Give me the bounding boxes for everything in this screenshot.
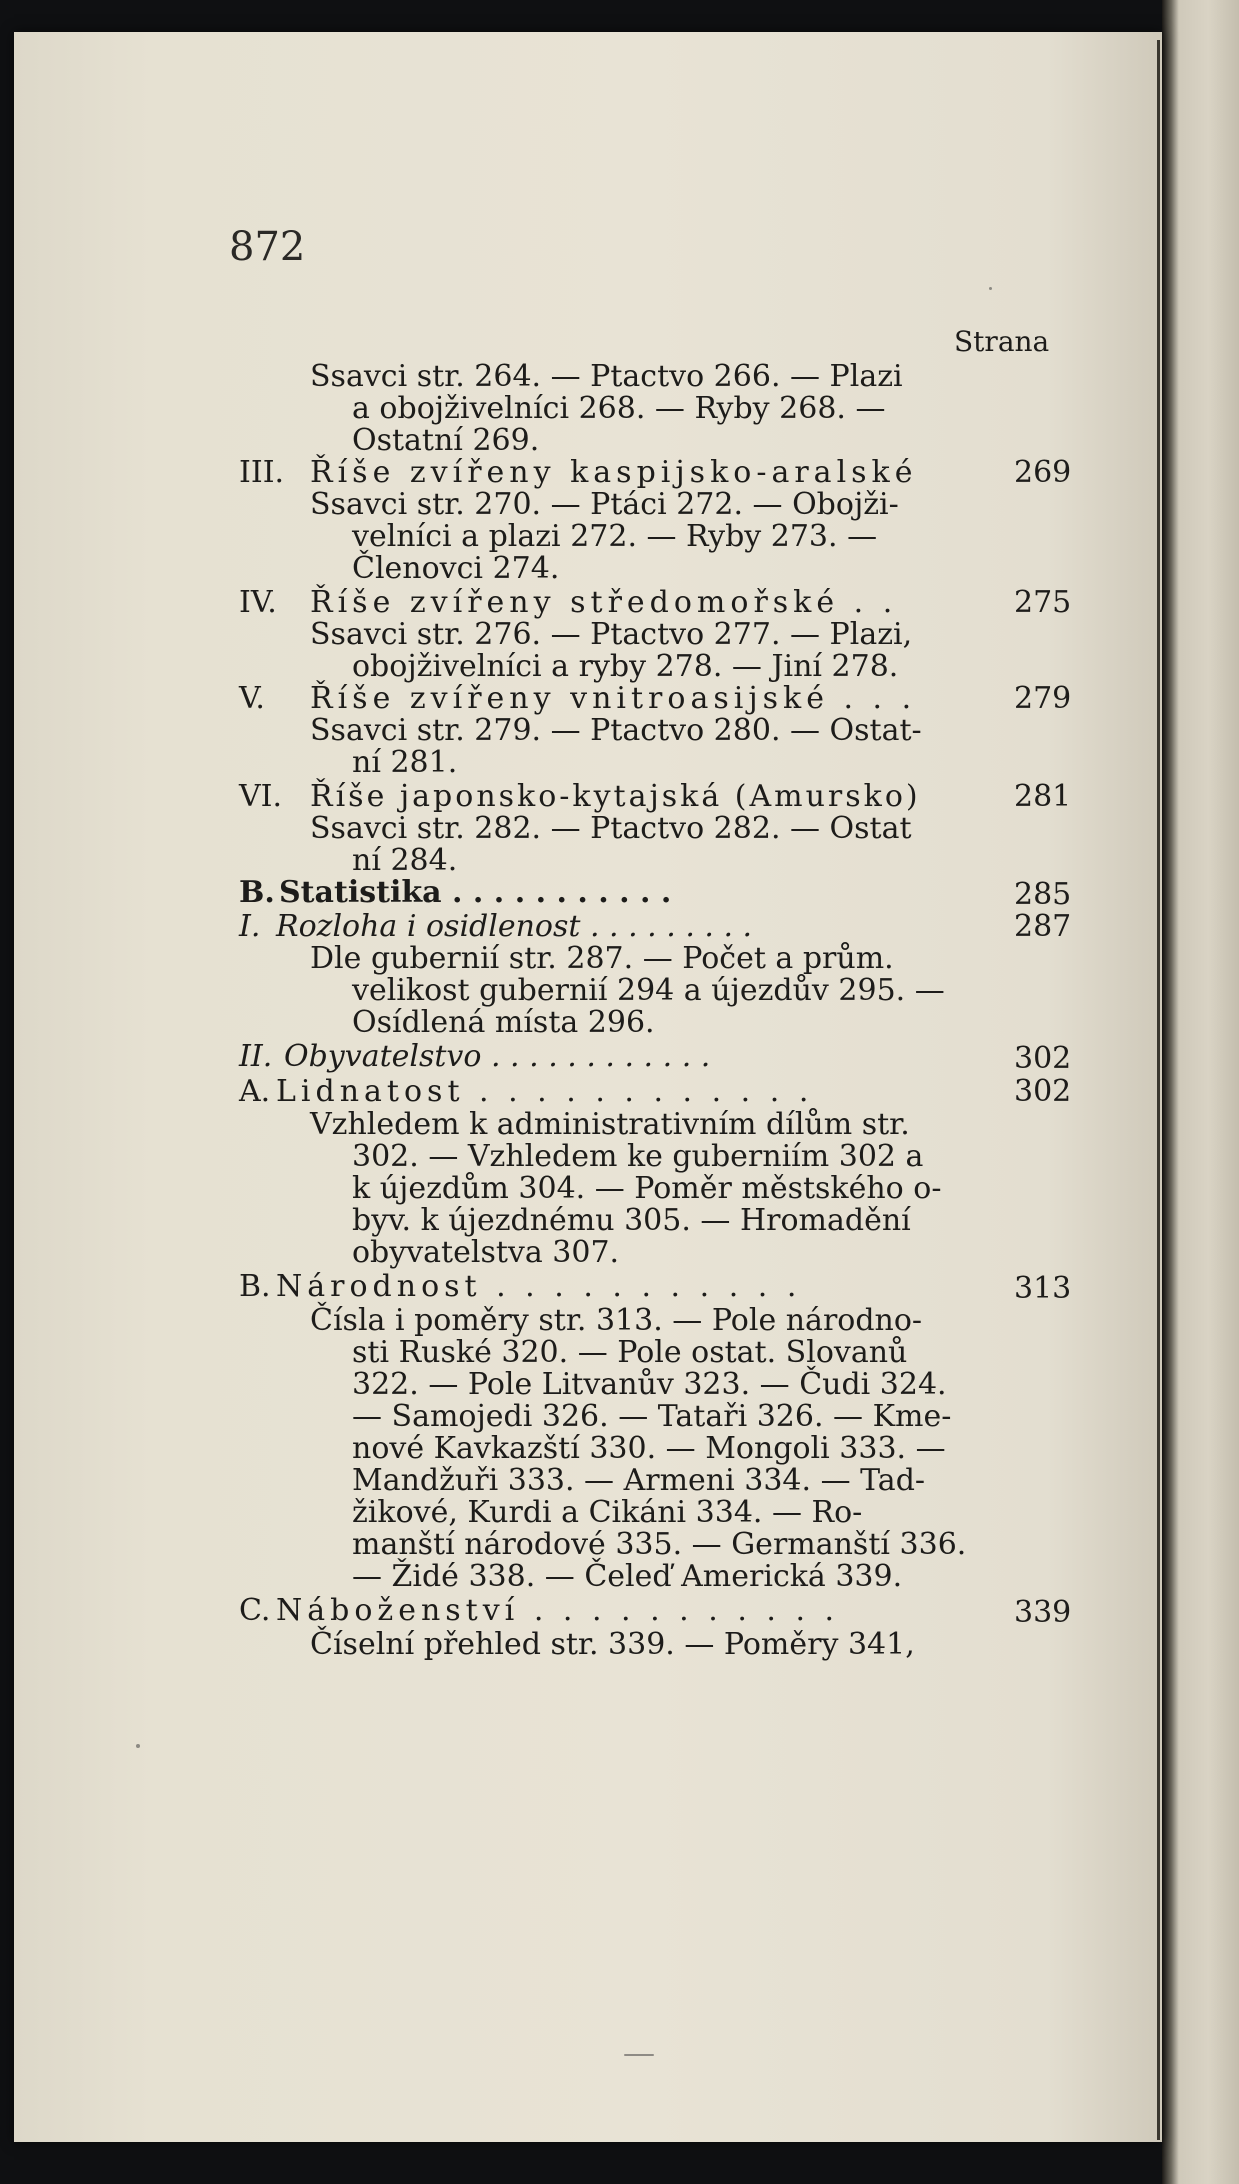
toc-page-ref: 287 [1014, 909, 1072, 944]
toc-line: 322. — Pole Litvanův 323. — Čudi 324. [352, 1367, 947, 1402]
toc-subsection-label: C. [239, 1593, 271, 1628]
toc-subsection-title: Náboženství . . . . . . . . . . . [276, 1593, 840, 1628]
toc-section-label: III. [239, 455, 285, 490]
toc-section-title: Říše zvířeny vnitroasijské . . . [310, 681, 917, 716]
toc-line: a obojživelníci 268. — Ryby 268. — [352, 391, 886, 426]
toc-line: 302. — Vzhledem ke guberniím 302 a [352, 1139, 924, 1174]
toc-subsection-title: Národnost . . . . . . . . . . . [276, 1269, 802, 1304]
toc-line: Osídlená místa 296. [352, 1005, 655, 1040]
toc-line: — Židé 338. — Čeleď Americká 339. [352, 1559, 903, 1594]
toc-subsection-title: Lidnatost . . . . . . . . . . . . [276, 1074, 814, 1109]
toc-line: — Samojedi 326. — Tataři 326. — Kme- [352, 1399, 952, 1434]
toc-part-title: Statistika . . . . . . . . . . . [279, 875, 672, 910]
page-fold-line [1157, 40, 1160, 2140]
toc-line: ní 281. [352, 745, 458, 780]
toc-chapter-label: II. [239, 1039, 273, 1074]
toc-line: Ssavci str. 264. — Ptactvo 266. — Plazi [310, 359, 903, 394]
toc-page-ref: 302 [1014, 1041, 1072, 1076]
toc-line: Čísla i poměry str. 313. — Pole národno- [310, 1303, 923, 1338]
toc-line: Dle gubernií str. 287. — Počet a prům. [310, 941, 894, 976]
toc-page-ref: 285 [1014, 877, 1072, 912]
toc-part-label: B. [239, 875, 275, 910]
toc-chapter-title: Obyvatelstvo . . . . . . . . . . . . [284, 1039, 711, 1074]
page-number: 872 [229, 224, 306, 270]
toc-section-label: V. [239, 681, 265, 716]
paper-speck [989, 287, 992, 290]
toc-page-ref: 275 [1014, 585, 1072, 620]
toc-line: manští národové 335. — Germanští 336. [352, 1527, 967, 1562]
toc-line: obyvatelstva 307. [352, 1235, 620, 1270]
toc-line: byv. k újezdnému 305. — Hromadění [352, 1203, 911, 1238]
toc-section-label: VI. [239, 779, 283, 814]
toc-line: Ssavci str. 276. — Ptactvo 277. — Plazi, [310, 617, 913, 652]
toc-line: Mandžuři 333. — Armeni 334. — Tad- [352, 1463, 926, 1498]
toc-section-label: IV. [239, 585, 277, 620]
toc-page-ref: 313 [1014, 1271, 1072, 1306]
toc-page-ref: 302 [1014, 1074, 1072, 1109]
book-gutter [1162, 0, 1239, 2184]
toc-line: Členovci 274. [352, 551, 560, 586]
toc-line: žikové, Kurdi a Cikáni 334. — Ro- [352, 1495, 863, 1530]
toc-line: velníci a plazi 272. — Ryby 273. — [352, 519, 878, 554]
toc-line: Ssavci str. 279. — Ptactvo 280. — Ostat- [310, 713, 922, 748]
toc-line: ní 284. [352, 843, 458, 878]
book-page [14, 32, 1162, 2142]
toc-page-ref: 269 [1014, 455, 1072, 490]
toc-subsection-label: A. [239, 1074, 271, 1109]
toc-page-ref: 279 [1014, 681, 1072, 716]
toc-section-title: Říše zvířeny kaspijsko-aralské [310, 455, 918, 490]
toc-line: obojživelníci a ryby 278. — Jiní 278. [352, 649, 899, 684]
toc-line: sti Ruské 320. — Pole ostat. Slovanů [352, 1335, 908, 1370]
toc-line: k újezdům 304. — Poměr městského o- [352, 1171, 942, 1206]
toc-line: Číselní přehled str. 339. — Poměry 341, [310, 1627, 915, 1662]
toc-subsection-label: B. [239, 1269, 271, 1304]
toc-line: Ostatní 269. [352, 423, 540, 458]
toc-section-title: Říše zvířeny středomořské . . [310, 585, 898, 620]
toc-line: Ssavci str. 270. — Ptáci 272. — Obojži- [310, 487, 899, 522]
toc-chapter-label: I. [239, 909, 261, 944]
toc-page-ref: 281 [1014, 779, 1072, 814]
toc-line: velikost gubernií 294 a újezdův 295. — [352, 973, 945, 1008]
toc-chapter-title: Rozloha i osidlenost . . . . . . . . . [276, 909, 753, 944]
column-header: Strana [954, 325, 1050, 358]
toc-line: nové Kavkazští 330. — Mongoli 333. — [352, 1431, 946, 1466]
paper-speck [136, 1744, 140, 1748]
paper-speck [624, 2054, 654, 2056]
toc-line: Vzhledem k administrativním dílům str. [310, 1107, 910, 1142]
toc-section-title: Říše japonsko-kytajská (Amursko) [310, 779, 921, 814]
toc-page-ref: 339 [1014, 1595, 1072, 1630]
toc-line: Ssavci str. 282. — Ptactvo 282. — Ostat [310, 811, 912, 846]
